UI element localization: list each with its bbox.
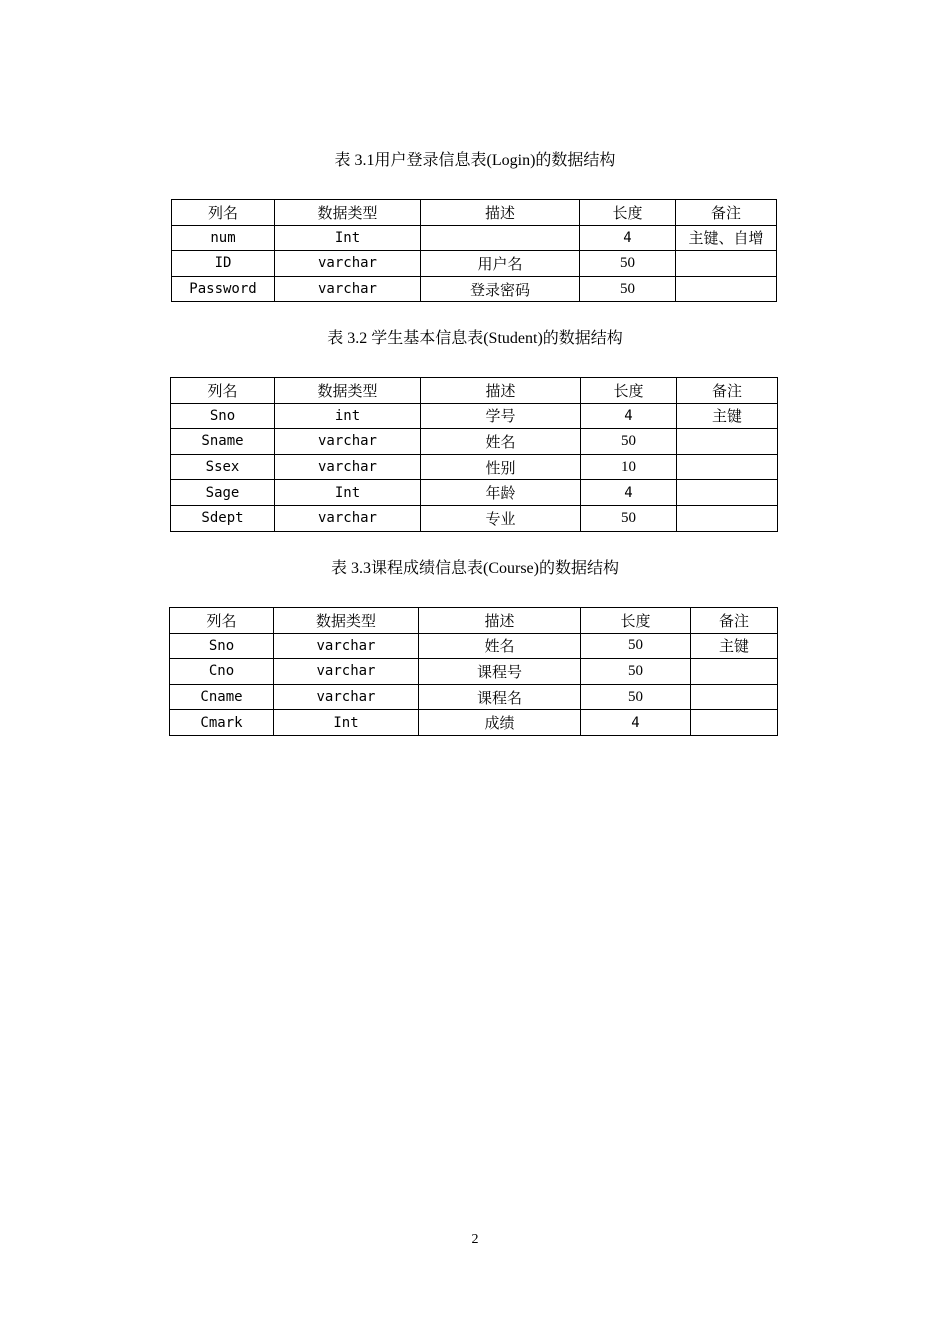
table-cell: Int bbox=[275, 225, 421, 251]
table-row bbox=[170, 684, 778, 710]
table-cell: 课程号 bbox=[419, 659, 581, 685]
table-cell: 主键、自增 bbox=[676, 225, 777, 251]
header-cell: 长度 bbox=[580, 200, 676, 226]
table-header-row bbox=[171, 378, 778, 404]
table-row bbox=[172, 251, 777, 277]
table-cell bbox=[676, 276, 777, 302]
header-cell: 长度 bbox=[581, 608, 691, 634]
table-cell: 性别 bbox=[421, 454, 581, 480]
table-row bbox=[170, 710, 778, 736]
table-cell: Cno bbox=[170, 659, 274, 685]
table-cell: 4 bbox=[581, 710, 691, 736]
header-cell: 描述 bbox=[421, 200, 580, 226]
data-table bbox=[170, 377, 778, 532]
table-cell bbox=[691, 659, 778, 685]
table-cell: varchar bbox=[275, 505, 421, 531]
table-cell: 主键 bbox=[691, 633, 778, 659]
table-cell: 姓名 bbox=[421, 429, 581, 455]
header-cell: 列名 bbox=[170, 608, 274, 634]
header-cell: 描述 bbox=[419, 608, 581, 634]
table-cell: varchar bbox=[275, 429, 421, 455]
header-cell: 列名 bbox=[172, 200, 275, 226]
table-cell: 50 bbox=[581, 505, 677, 531]
data-table bbox=[169, 607, 778, 736]
table-cell: 50 bbox=[581, 684, 691, 710]
table-cell: varchar bbox=[274, 684, 419, 710]
table-cell: 登录密码 bbox=[421, 276, 580, 302]
table-row bbox=[172, 225, 777, 251]
header-cell: 数据类型 bbox=[275, 200, 421, 226]
header-cell: 列名 bbox=[171, 378, 275, 404]
data-table bbox=[171, 199, 777, 302]
table-cell: Int bbox=[274, 710, 419, 736]
table-cell bbox=[677, 480, 778, 506]
table-cell: 专业 bbox=[421, 505, 581, 531]
table-cell: 4 bbox=[581, 480, 677, 506]
table-cell: Sdept bbox=[171, 505, 275, 531]
table-cell: 50 bbox=[581, 633, 691, 659]
table-row bbox=[172, 276, 777, 302]
header-cell: 数据类型 bbox=[275, 378, 421, 404]
table-cell: Password bbox=[172, 276, 275, 302]
table-cell: 50 bbox=[581, 659, 691, 685]
table-cell: Ssex bbox=[171, 454, 275, 480]
table-cell: varchar bbox=[275, 251, 421, 277]
table-cell bbox=[677, 505, 778, 531]
table-cell: 成绩 bbox=[419, 710, 581, 736]
header-cell: 备注 bbox=[677, 378, 778, 404]
table-row bbox=[170, 659, 778, 685]
header-cell: 描述 bbox=[421, 378, 581, 404]
table-cell bbox=[691, 684, 778, 710]
table-cell: 年龄 bbox=[421, 480, 581, 506]
table-cell: 50 bbox=[580, 276, 676, 302]
table-header-row bbox=[170, 608, 778, 634]
table-cell: 10 bbox=[581, 454, 677, 480]
table-cell: varchar bbox=[274, 633, 419, 659]
table-cell bbox=[677, 454, 778, 480]
table-cell: varchar bbox=[274, 659, 419, 685]
table-cell: Sname bbox=[171, 429, 275, 455]
table-cell: 用户名 bbox=[421, 251, 580, 277]
table-cell: 4 bbox=[581, 403, 677, 429]
table-cell: num bbox=[172, 225, 275, 251]
header-cell: 长度 bbox=[581, 378, 677, 404]
table-cell bbox=[421, 225, 580, 251]
table-row bbox=[171, 403, 778, 429]
table-caption: 表 3.1用户登录信息表(Login)的数据结构 bbox=[334, 152, 616, 169]
table-cell: 学号 bbox=[421, 403, 581, 429]
table-cell: 50 bbox=[581, 429, 677, 455]
table-cell: Int bbox=[275, 480, 421, 506]
table-cell: Sage bbox=[171, 480, 275, 506]
table-caption: 表 3.3课程成绩信息表(Course)的数据结构 bbox=[331, 560, 619, 577]
page-number: 2 bbox=[471, 1232, 479, 1247]
table-cell: Sno bbox=[171, 403, 275, 429]
table-cell bbox=[677, 429, 778, 455]
table-row bbox=[171, 505, 778, 531]
table-cell: Cmark bbox=[170, 710, 274, 736]
header-cell: 数据类型 bbox=[274, 608, 419, 634]
header-cell: 备注 bbox=[691, 608, 778, 634]
table-caption: 表 3.2 学生基本信息表(Student)的数据结构 bbox=[327, 330, 623, 347]
table-cell: 姓名 bbox=[419, 633, 581, 659]
table-cell: Sno bbox=[170, 633, 274, 659]
table-cell: Cname bbox=[170, 684, 274, 710]
table-row bbox=[171, 480, 778, 506]
table-cell: ID bbox=[172, 251, 275, 277]
table-row bbox=[171, 454, 778, 480]
table-row bbox=[171, 429, 778, 455]
table-cell bbox=[691, 710, 778, 736]
table-cell: int bbox=[275, 403, 421, 429]
table-header-row bbox=[172, 200, 777, 226]
header-cell: 备注 bbox=[676, 200, 777, 226]
table-cell: 4 bbox=[580, 225, 676, 251]
table-cell: varchar bbox=[275, 454, 421, 480]
table-cell bbox=[676, 251, 777, 277]
table-cell: 50 bbox=[580, 251, 676, 277]
table-row bbox=[170, 633, 778, 659]
table-cell: 主键 bbox=[677, 403, 778, 429]
table-cell: varchar bbox=[275, 276, 421, 302]
table-cell: 课程名 bbox=[419, 684, 581, 710]
